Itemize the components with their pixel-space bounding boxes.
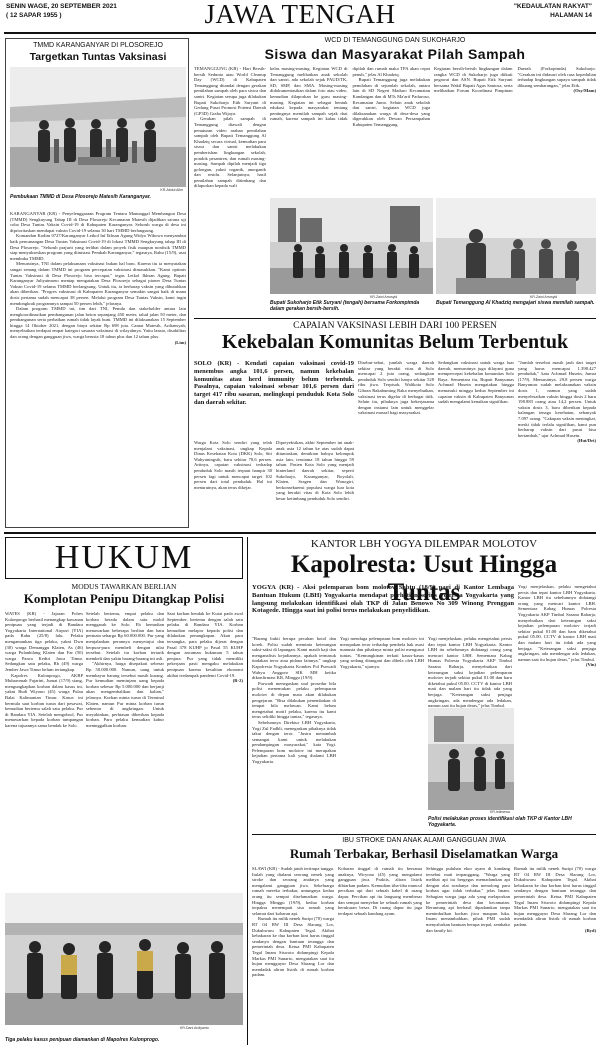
kebakaran-col-1 [252, 866, 334, 1044]
sampah-photo-1 [270, 198, 433, 294]
sampah-caption-2: Bupati Temanggung Al Khadziq mengajari siswa memilah sampah. [436, 300, 595, 306]
penipu-photo-credit: KR-Dani Ardiyanto [180, 1026, 209, 1030]
lbh-body-5a: Yogi menjelaskan, pelaku mengetahui persis dan tepat kantor LBH Yogyakarta. Kantor LBH itu sebelumnya didatangi orang yang mencari kantor LBH. Sementara Kabag Humas Polresta Yogyakarta AKP Timbul Sasana Raharja, menyebutkan dari keterangan saksi kejadian pelemparan molotov terjadi sekitar pukul 01.00 dan baru diketahui pukul 05.00. CCTV di kantor LBH mati dan malam hari itu tidak ada yang berjaga. "Keterangan saksi penjaga angkringan, ada mendengar ada ledakan, namun saat itu hujan deras," jelas Timbul. [428, 636, 512, 709]
tmmd-body-2: Komandan Kodim 0727/Karanganyar Letkol Inf Ikhsan Agung Widyo Wibowo menyambut baik pencanangan Desa Tuntas Vaksinasi Covid-19 di lokasi TMMD Sengkuyung tahap III di Desa Plosorejo. "Seluruh prajurit yang terlibat dalam proyek fisik maupun nonfisik TMMD siap menyukseskan program yang diinisiasi Pemkab Karanganyar," tegasnya, Rabu (15/9), usai membuka TMMD. [10, 233, 186, 261]
kebakaran-headline: Rumah Terbakar, Berhasil Diselamatkan Warga [289, 846, 559, 861]
masthead-section: "KEDAULATAN RAKYAT" [513, 3, 592, 10]
kebakaran-kicker: IBU STROKE DAN ANAK ALAMI GANGGUAN JIWA [342, 837, 506, 844]
penipu-body-1: WATES (KR) - Jajaran Polres Kulonprogo berhasil menangkap kawanan penipuan yang terjadi di Bandara Yogyakarta International Airport (YIA) pada Rabu (25/8) lalu. Pelaku mengamankan tiga pelaku, yakni Dwn (30) warga Demanggu Klaten, As (46) warga Pulanbilang Klaten dan Far (50) warga Panca Kediri Jawa Timur. Sedangkan satu pelaku, Rb (49) warga Jember Jawa Timur belum tertangkap. [5, 611, 83, 672]
penipu-photo-image [5, 893, 243, 1025]
solo-body-3: Disebut-sebut, jumlah warga daerah sekitar yang berakti vitas di Solo mencapai 2 juta orang, sedangkan penduduk Solo sendiri hanya sekitar 528 ribu jiwa. Terpisah, Walikota Solo Gibran Rakabuming Raka menyebutkan, vaksinasi terus digelar di berbagai titik. Selain itu, pihaknya juga bekerjasama dengan instansi lain untuk menggelar vaksinasi massal bagi masyarakat. [358, 360, 434, 416]
sampah-caption-1: Bupati Sukoharjo Etik Suryani (tengah) bersama Forkompimda dalam gerakan bersih-bersih. [270, 300, 420, 312]
sampah-col-1 [194, 66, 266, 246]
kebakaran-col-2 [338, 866, 422, 1044]
penipu-byline: (R-2) [232, 678, 243, 684]
kebakaran-body-4b: Rumah itu milik nenek Suripi (70) warga RT 04 RW III Desa Slarang Lor, Dukuhwaru Kabupaten Tegal. Akibat kebakaran ke dua korban kini harus tinggal seadanya dengan bantuan tetangga dan pemerintah desa. Ketua PMI Kabupaten Tegal Imam Siswoto didampingi Kepala Markas PMI Sunarto, mengatakan saat itu hujan mengguyur Desa Slarang Lor dan mendadak aliran listrik di rumah korban padam. [514, 866, 596, 927]
penipu-col-2 [86, 611, 164, 887]
sampah-body-5: Kegiatan bersih-bersih lingkungan dalam rangka WCD di Sukoharjo juga diikuti pegawai dan ASN. Bupati Etik Suryani bersama Wakil Bupati Agus Santosa, serta melibatkan Forum Koordinasi Pimpinan Daerah (Forkopimda) Sukoharjo. "Gerakan ini didasari oleh rasa kepedulian terhadap lingkungan supaya sampah tidak dibuang sembarangan," jelas Etik. [434, 66, 596, 94]
lbh-headline: Kapolresta: Usut Hingga Tuntas [290, 551, 558, 606]
tmmd-photo-credit: KR-Abdul Alim [160, 188, 183, 192]
solo-byline: (Hut/Dri) [577, 438, 596, 444]
tmmd-byline: (Lim) [174, 339, 186, 345]
penipu-photo [5, 893, 243, 1025]
solo-col-b [276, 440, 354, 526]
sampah-col-3 [434, 66, 596, 194]
penipu-kicker: MODUS TAWARKAN BERLIAN [71, 582, 177, 591]
solo-body-2: Dipreyeksikan, akhir September ini anak-anak usia 12 tahun ke atas sudah dapat dituntaskan, demikian halnya kelompok usia lain, terutama 18 tahun hingga 59 tahun. Pasien Kota Solo yang menjadi hinterland daerah sekitar, seperti Sukoharjo, Karanganyar, Boyolali, Klaten, Sragen dan Wonogiri, berkonsekuensi populasi warga luar kota yang berakti vitas di Kota Solo lebih besar ketimbang penduduk Solo sendiri. [276, 440, 354, 501]
vertical-rule [247, 537, 248, 1045]
masthead-date: SENIN WAGE, 20 SEPTEMBER 2021 [6, 3, 117, 10]
sampah-photo-2-credit: KR-Zaini Arrosyid [530, 295, 558, 299]
solo-top-rule [194, 318, 596, 319]
lbh-body-5b: Yogi menjelaskan, pelaku mengetahui persis dan tepat kantor LBH Yogyakarta. Kantor LBH itu sebelumnya didatangi orang yang mencari kantor LBH. Sementara Kabag Humas Polresta Yogyakarta AKP Timbul Sasana Raharja, menyebutkan dari keterangan saksi kejadian pelemparan molotov terjadi sekitar pukul 01.00 dan baru diketahui pukul 05.00. CCTV di kantor LBH mati dan malam hari itu tidak ada yang berjaga. "Keterangan saksi penjaga angkringan, ada mendengar ada ledakan, namun saat itu hujan deras," jelas Timbul. [518, 584, 596, 662]
lbh-body-4: Yogi menduga pelemparan bom molotov ini merupakan teror terhadap pembela hak asasi manusia dan pihaknya minta polisi mengusut tuntas. "Kemungkinan terkait kasus-kasus yang sedang ditangani dan dibela oleh LBH Yogyakarta," ujarnya. [340, 636, 424, 669]
solo-kicker: CAPAIAN VAKSINASI LEBIH DARI 100 PERSEN [293, 321, 497, 331]
tmmd-kicker: TMMD KARANGANYAR DI PLOSOREJO [33, 42, 163, 49]
sampah-kicker: WCD DI TEMANGGUNG DAN SUKOHARJO [324, 37, 466, 44]
kebakaran-body-1: SLAWI (KR) - Sudah jatuh tertimpa tangga. Itulah yang dialami seorang nenek yang stroke dan seorang anaknya yang mengalami gangguan jiwa. Sekeluarga rumah mereka terbakar, untungnya kedua orang itu sempat diselamatkan warga. Hingga Minggu (19/9), kedua korban terpaksa menempati sisa rumah yang selamat dari kobaran api. [252, 866, 334, 916]
sampah-photo-2-image [436, 198, 596, 294]
sampah-byline: (Osy/Mam) [573, 88, 596, 94]
penipu-col-3 [167, 611, 243, 887]
lbh-col-4 [518, 584, 596, 836]
masthead-rule [4, 32, 596, 34]
solo-col-e [518, 360, 596, 526]
kebakaran-col-3 [426, 866, 510, 1044]
kebakaran-body-2: Rumah itu milik nenek Suripi (70) warga RT 04 RW III Desa Slarang Lor, Dukuhwaru Kabupaten Tegal. Akibat kebakaran ke dua korban kini harus tinggal seadanya dengan bantuan tetangga dan pemerintah desa. Ketua PMI Kabupaten Tegal Imam Siswoto didampingi Kepala Markas PMI Sunarto, mengatakan saat itu hujan mengguyur Desa Slarang Lor dan mendadak aliran listrik di rumah korban padam. [252, 916, 334, 978]
sampah-body-3: kelas masing-masing. Kegiatan WCD di Temanggung melibatkan anak sekolah dan santri, ada sekolah sejak PAUD/TK, SD, SMP, dan SMA. Masing-masing didokumentasikan dalam foto atau video, kemudian dilaporkan ke guru masing-masing. Kegiatan ini sebagai bentuk edukasi kepada masyarakat tentang pentingnya memilah sampah sejak dari rumah, karena sampah ini kalau tidak dipilah dan rumah maka TPA akan cepat penuh," jelas Al Khadziq. [270, 66, 430, 122]
sampah-col-2 [270, 66, 430, 194]
hukum-label: HUKUM [54, 539, 194, 576]
penipu-body-3: Setelah bertemu, empat pelaku dan korban berada dalam satu mobil menggarah ke Solo. Eb kemudian menawarkan beberapa berlian dan batu permata seharga Rp 60.000.000. Pur yang menjalankan perannya menyetujui dan berpura-pura membeli dengan nilai tersebut. Setelah itu korban tertarik membeli dan yakin barang-barang ini asli. [86, 611, 164, 661]
masthead-page: HALAMAN 14 [550, 12, 592, 19]
lbh-byline: (Vin) [585, 662, 596, 668]
lbh-photo-credit: KR-Istimewa [490, 810, 510, 814]
lbh-body-3: Sebelumnya Direktur LBH Yogyakarta, Yogi Zul Fadhli, menegaskan pihaknya tidak takut dengan teror. "Justru menambah semangat kami untuk melakukan pendampingan masyarakat," kata Yogi. Pelemparan bom molotov ini merupakan kejadian pertama kali yang dialami LBH Yogyakarta. [252, 719, 336, 765]
tmmd-body-3: Menurutnya, TNI dalam pelaksanaan vaksinasi bukan hal baru. Karena itu ia menyatakan sangat senang dalam TMMD ini program percepatan vaksinasi dimasukkan. "Kami optimis Tuntas Vaksinasi di Desa Plosorejo bisa tercapai," tegas Letkol Ikhsan Agung. Bupati Karanganyar Juliyatmono mentap mengatakan Desa Plosorejo sebagai pioner Desa Tuntas Vaksin Covid-19 selama TMMD berlangsung. Untuk itu, ia berharap vaksin yang dibutuhkan akan diberikan. "Progres vaksinasi di Kabupaten Karanganyar semakin sangat baik di mana dosis pertama sudah mencapai 38 persen. Melalui program Desa Tuntas Vaksin, kami ingin mendongkrak programnya sampai 50 persen lebih," jelasnya. [10, 261, 186, 306]
sampah-photo-2 [436, 198, 596, 294]
hukum-box [5, 537, 243, 579]
kebakaran-byline: (Ryd) [584, 927, 596, 933]
mid-rule [4, 532, 596, 534]
masthead-hijri: ( 12 SAPAR 1955 ) [6, 12, 62, 19]
lbh-photo [428, 708, 514, 810]
tmmd-body-4: Dalam program TMMD ini, tim dari TNI, Pemda dan stakeholder antara lain mengkoordinasikan pembangunan jalan beton sepanjang 450 meter, talud jalan 50 meter, dan pembangunan serta perbaikan rumah tidak layak huni. TMMD ini dilaksanakan 15 September hingga 14 Oktober 2021, dengan biaya sekitar Rp 698 juta. Camat Matesih, Ardiansyah, menyebutkan terdapat empat kategori sasaran vaksinasi di wilayahnya. Yaitu lansia, disabilitas dan orang dengan gangguan jiwa, warga berusia 18 tahun plus dan 12 tahun plus. [10, 306, 186, 340]
solo-col-d [438, 360, 514, 526]
sampah-body-2: Gerakan pilah sampah di Temanggung diawali dengan penuturan video arahan pemilahan sampah oleh Bupati Temanggung Al Khadziq secara virtual, kemudian para siswa dan santri melakukan pemberishan lingkungan sekolah, pondok pesantren, dan rumah masing-masing. Sampah dipilah menjadi tiga golongan, yakni organik, anorganik dan residu. Selanjutnya, hasil pemilahan sampah ditimbang dan dilaporkan kepada wali [194, 116, 266, 189]
kebakaran-top-rule [252, 834, 596, 835]
tmmd-caption: Pembukaan TMMD di Desa Plosorejo Matesih Karanganyar. [10, 194, 151, 200]
kebakaran-body-4: Sehingga puluhan ekor ayam di kandang tersebut mati terpanggang. "Warga yang melihat api itu bergegas memadamkan api dengan alat seadanya dan menolong para korban agar tidak terbakar," jelas Imam. Sebagian warga juga ada yang melaporkan ke pemerintah desa dan kecamatan. Beruntung api berhasil dipadamkan tanpa menimbulkan korban jiwa maupun luka. Imam menambahkan, pihak PMI sudah menyalurkan bantuan berupa terpal, sembako dan family kit. [426, 866, 510, 933]
lbh-photo-image [428, 708, 514, 810]
sampah-headline: Siswa dan Masyarakat Pilah Sampah [264, 46, 526, 62]
penipu-body-2: Kapolres Kulonprogo, AKBP Muharomah Fajarini, Jumat (17/9) siang, mengungkapkan korban dalam kasus ini, yakni Budi Wiyono (45) warga Pulau Balai Kalimantan Timur. Kasus ini bermula saat korban turun dari pesawat, kemudian bertemu salah satu pelaku. Pur di Bandara YIA. Setelah mengobrol, Pur menawarkan kepada korban tumpangan karena tujuannya sama hendak ke Solo. [5, 672, 83, 728]
lbh-caption: Polisi melakukan proses identifikasi olah TKP di Kantor LBH Yogyakarta. [428, 816, 572, 828]
tmmd-photo-image [10, 67, 186, 187]
penipu-headline: Komplotan Penipu Ditangkap Polisi [23, 591, 225, 606]
penipu-body-5: Saat korban hendak ke Kutai pada awal September, bertemu dengan salah satu pelaku di Bandara YIA. Korban kemudian melapor kepada polisi dan dilakukan penangkapan. Akan para tersangka, para pelaku dijerat dengan Pasal 378 KUHP jo Pasal 55 KUHP dengan ancaman hukuman 5 tahun penjara. Pur yang tidak memiliki pekerjaan pasti mengaku melakukan penipuan karena kesulitan ekonomi akibat terdampak pandemi Covid-19. [167, 611, 243, 678]
tmmd-body [10, 211, 186, 525]
tmmd-body-1: KARANGANYAR (KR) - Penyelenggaraan Program Tentara Manunggal Membangun Desa (TMMD) Sengkuyung Tahap III di Desa Plosorejo Kecamatan Matesih dijadikan sarana uji coba Desa Tuntas Vaksin Covid-19 di Kabupaten Karanganyar. Seluruh warga di desa ini diprioritaskan mendapat vaksin Covid-19 selama 30 hari TMMD berlangsung. [10, 211, 186, 233]
sampah-photo-1-image [270, 198, 433, 294]
lbh-col-3 [428, 636, 512, 709]
lbh-kicker: KANTOR LBH YOGYA DILEMPAR MOLOTOV [310, 538, 538, 550]
lbh-body-2: Purwadi menegaskan soal prosedur bila polisi menemukan pelaku pelemparan molotov di depan mata akan dilakukan pengejaran. "Bisa dilakukan penembakan di tempat bila melawan. Kami belum mengetahui motif pelaku, karena itu kami terus selidiki hingga tuntas," tegasnya. [252, 680, 336, 720]
tmmd-article [5, 38, 189, 528]
solo-col-a [194, 440, 272, 526]
lbh-col-2 [340, 636, 424, 836]
tmmd-photo [10, 67, 186, 187]
lbh-lead: YOGYA (KR) - Aksi pelemparan bom molotov Sabtu (18/9) pagi di Kantor Lembaga Bantuan Hukum (LBH) Yogyakarta mendapat perhatian serius Polresta Yogyakarta yang langsung melakukan identifikasi olah TKP di Jalan Benowo No 309 Winong Prenggan Kotagede. Hingga saat ini polisi terus melakukan penyelidikan. [252, 584, 514, 615]
solo-col-c [358, 360, 434, 526]
kebakaran-col-4 [514, 866, 596, 1044]
solo-body-4: Sedangkan vaksinasi untuk warga luar daerah, menurutnya juga dilayani guna mempercepat kekebalan komunitas Solo Raya. Sementara itu, Bupati Banyumas Achmad Husein mengatakan hingga memasuki minggu kedua September ini capaian vaksin di Kabupaten Banyumas sudah mengalami kenaikan signifikan. [438, 360, 514, 405]
sampah-body-1: TEMANGGUNG (KR) - Hari Bersih-bersih Sedunia atau World Cleanup Day (WCD) di Kabupaten Temanggung ditandai dengan gerakan pemilahan sampah oleh para siswa dan santri. Kegiatan serupa juga dilakukan Bupati Sukoharjo Etik Suryani di Gedung Pusat Promosi Potensi Daerah (GP3D) Graha Wijaya. [194, 66, 266, 116]
solo-body-5: "Jumlah tersebut masih jauh dari target yang harus mencapai 1.398.427 penduduk," kata Achmad Husein, Jumat (17/9). Menurutnya, 29,8 persen warga Banyumas sudah melaksanakan vaksin dosis 1, namun yang sudah menyelesaikan vaksin hingga dosis 2 baru 198.883 orang atau 14,2 persen. Untuk vaksin dosis 3, baru diberikan kepada kalangan tenaga kesehatan, sebanyak 7.097 orang. "Cakupan vaksin meningkat, meski tidak terlalu signifikan, kami pun berharap vaksin dari pusat bisa bertambah," ujar Achmad Husein. [518, 360, 596, 438]
solo-body-1: Warga Kota Solo sendiri yang telah menjalani vaksinasi, ungkap Kepala Dinas Kesehatan Kota (DKK) Solo, Siti Wahyuningsih, baru sekitar 78,6 persen. Artinya, capaian vaksinasi terhadap penduduk Solo masih terpaut hampir 30 persen lagi untuk mencapai target 102 persen dari total penduduk. Hal ini menurutnya, akan terus dikejar. [194, 440, 272, 490]
sampah-photo-1-credit: KR-Zaini Arrosyid [370, 295, 398, 299]
tmmd-headline: Targetkan Tuntas Vaksinasi [29, 51, 167, 63]
masthead-title: JAWA TENGAH [204, 0, 396, 29]
kebakaran-body-3: Kobaran tinggal di rumah itu bersama anaknya, Wiryono (45) yang mengalami gangguan jiwa. Praktis, aliran listrik dibiarkan padam. Kemudian tiba-tiba muncul percikan api dari sebuah kabel di ruang dapur. Percikan api itu langsung membesar dan sempat menyebar ke sebuah rumah yang berukuran besar. Di ruang dapur itu jaga terdapat sebuah kandang ayam. [338, 866, 422, 916]
sampah-body-4: Bupati Temanggung juga melakukan pemilahan di sejumlah sekolah, antara lain di SD Negeri Maduro Kecamatan Kandangan dan di MTs Ma'arif Paduroso, Kecamatan Jumo. Selain anak sekolah dan santri, kegiatan WCD juga dilaksanakan warga di desa-desa yang digerakkan oleh Dewan Persampahan Kabupaten Temanggung. [352, 77, 430, 127]
solo-lead: SOLO (KR) - Kendati capaian vaksinasi covid-19 menembus angka 101,6 persen, namun kekebalan komunitas atau herd immunity belum terbentuk. Pasalnya, capaian vaksinasi sebesar 101,6 persen dari target 417 ribu sasaran, melingkupi penduduk Kota Solo dan daerah sekitar. [194, 360, 354, 406]
penipu-col-1 [5, 611, 83, 887]
penipu-body-4: "Akhirnya, harga disepakati sebesar Rp 50.000.000. Namun, uang untuk membayar barang tersebut masih kurang. Pur kemudian meminjam uang kepada korban sebesar Rp 5.000.000 dan berjanji akan mengembalikan dan kalian," jelasnya. Korban minta turun di Terminal Klaten, namun Pur minta korban turun sebentar di angkringan. Untuk meyakinkan, perhiasan diberikan kepada korban. Para pelaku kemudian kabur meninggalkan korban. [86, 661, 164, 728]
lbh-col-1 [252, 636, 336, 836]
lbh-body-1: "Barang bukti berupa pecahan botol dan korek. Polisi sudah meminta keterangan saksi-saksi di lapangan. Kami masih kaji dan menganalisis kejadiannya, apakah termasuk tindakan teror atau pidana lainnya," ungkap Kapolresta Yogyakarta Kombes Pol Purwadi Wahyu Anggoro SIK MH ketika dikonfirmasi KR, Minggu (19/9). [252, 636, 336, 681]
penipu-caption: Tiga pelaku kasus penipuan diamankan di Mapolres Kulonprogo. [5, 1037, 160, 1043]
solo-headline: Kekebalan Komunitas Belum Terbentuk [221, 331, 569, 353]
